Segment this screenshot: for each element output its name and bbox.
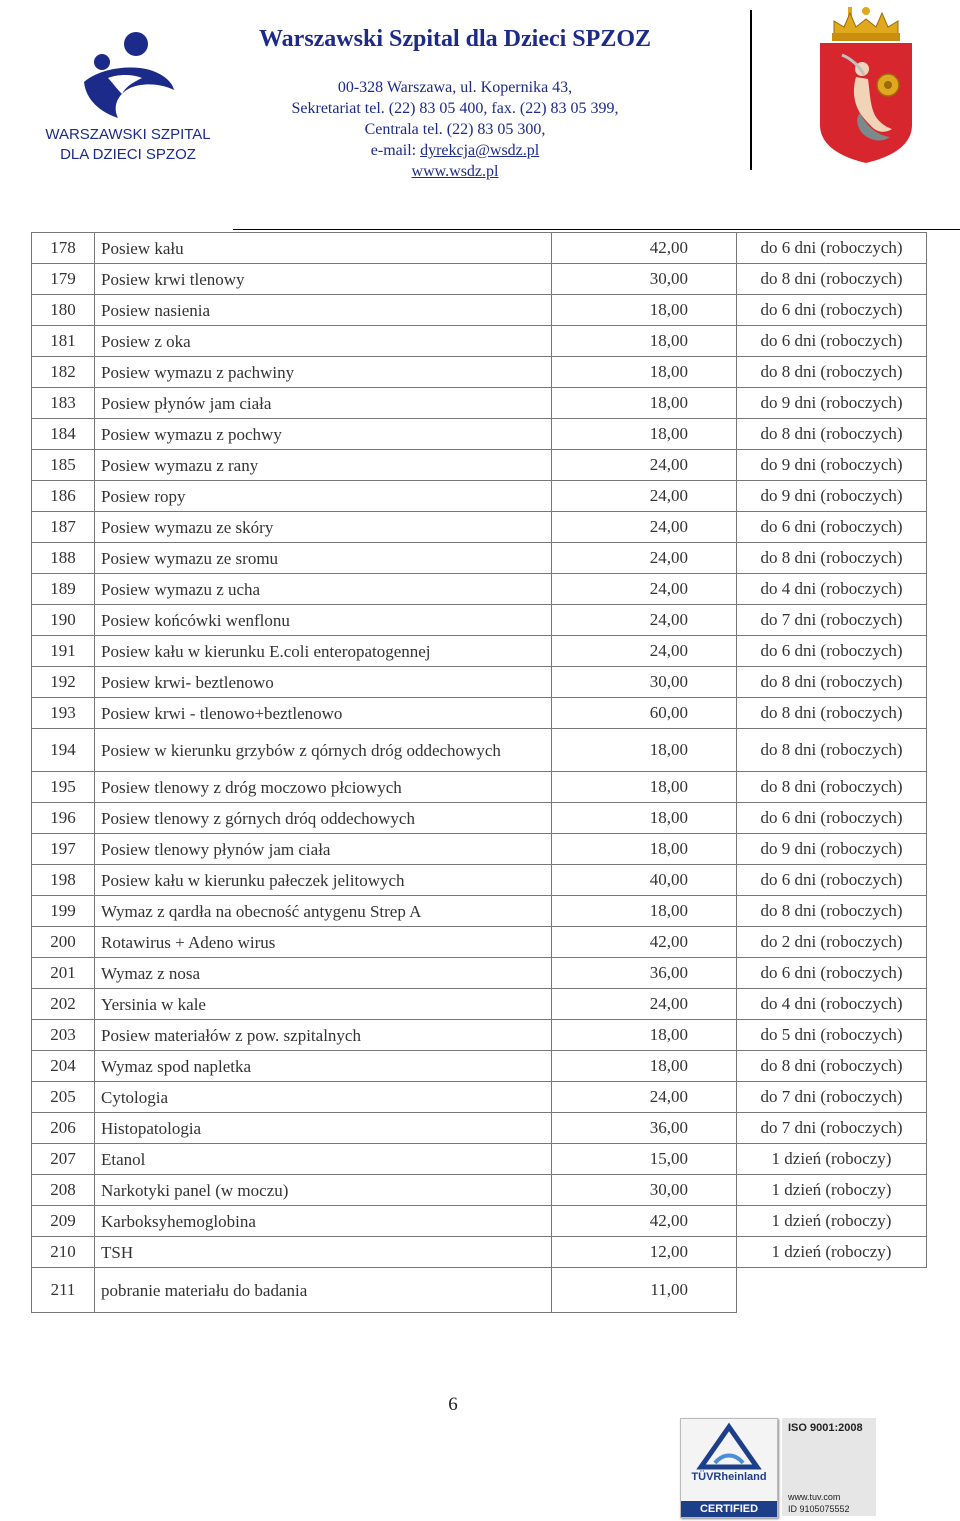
test-price: 24,00 (552, 481, 737, 512)
table-row (32, 1206, 927, 1237)
table-row (32, 1051, 927, 1082)
test-price: 18,00 (552, 834, 737, 865)
row-number: 203 (32, 1020, 95, 1051)
test-price: 18,00 (552, 896, 737, 927)
turnaround-time: do 8 dni (roboczych) (737, 543, 927, 574)
price-list-body (32, 233, 927, 1313)
test-name: pobranie materiału do badania (95, 1268, 552, 1313)
row-number: 190 (32, 605, 95, 636)
turnaround-time: 1 dzień (roboczy) (737, 1175, 927, 1206)
test-name: Etanol (95, 1144, 552, 1175)
table-row (32, 927, 927, 958)
row-number: 207 (32, 1144, 95, 1175)
test-name: Posiew ropy (95, 481, 552, 512)
test-name: Posiew krwi - tlenowo+beztlenowo (95, 698, 552, 729)
table-row (32, 388, 927, 419)
test-name: Posiew wymazu ze sromu (95, 543, 552, 574)
row-number: 186 (32, 481, 95, 512)
turnaround-time: do 8 dni (roboczych) (737, 667, 927, 698)
row-number: 187 (32, 512, 95, 543)
row-number: 197 (32, 834, 95, 865)
turnaround-time: do 6 dni (roboczych) (737, 512, 927, 543)
test-name: Wymaz spod napletka (95, 1051, 552, 1082)
turnaround-time (737, 1268, 927, 1313)
turnaround-time: do 6 dni (roboczych) (737, 958, 927, 989)
turnaround-time: do 6 dni (roboczych) (737, 636, 927, 667)
test-price: 30,00 (552, 264, 737, 295)
central-contact: Centrala tel. (22) 83 05 300, (364, 121, 546, 138)
certified-label: CERTIFIED (681, 1501, 777, 1517)
test-name: Posiew w kierunku grzybów z qórnych dróg oddechowych (95, 729, 552, 772)
table-row (32, 865, 927, 896)
tuv-website: www.tuv.com (788, 1492, 841, 1502)
row-number: 199 (32, 896, 95, 927)
test-name: TSH (95, 1237, 552, 1268)
test-name: Posiew tlenowy z górnych dróq oddechowych (95, 803, 552, 834)
row-number: 211 (32, 1268, 95, 1313)
table-row (32, 1175, 927, 1206)
hospital-address: 00-328 Warszawa, ul. Kopernika 43, (337, 79, 573, 96)
row-number: 181 (32, 326, 95, 357)
row-number: 196 (32, 803, 95, 834)
turnaround-time: 1 dzień (roboczy) (737, 1237, 927, 1268)
table-row (32, 295, 927, 326)
turnaround-time: do 9 dni (roboczych) (737, 834, 927, 865)
table-row (32, 803, 927, 834)
page-number: 6 (448, 1394, 458, 1415)
row-number: 209 (32, 1206, 95, 1237)
row-number: 200 (32, 927, 95, 958)
row-number: 188 (32, 543, 95, 574)
table-row (32, 667, 927, 698)
turnaround-time: do 6 dni (roboczych) (737, 326, 927, 357)
test-price: 12,00 (552, 1237, 737, 1268)
turnaround-time: do 5 dni (roboczych) (737, 1020, 927, 1051)
table-row (32, 357, 927, 388)
iso-standard: ISO 9001:2008 (788, 1422, 863, 1434)
secretariat-contact: Sekretariat tel. (22) 83 05 400, fax. (22) 83 05 399, (291, 100, 619, 117)
hospital-logo (28, 30, 228, 165)
certificate-id: ID 9105075552 (788, 1504, 850, 1514)
test-price: 40,00 (552, 865, 737, 896)
test-name: Cytologia (95, 1082, 552, 1113)
table-row (32, 1113, 927, 1144)
row-number: 184 (32, 419, 95, 450)
test-price: 18,00 (552, 729, 737, 772)
test-price: 11,00 (552, 1268, 737, 1313)
table-row (32, 772, 927, 803)
logo-text-line2: DLA DZIECI SPZOZ (60, 146, 196, 163)
row-number: 194 (32, 729, 95, 772)
test-price: 18,00 (552, 388, 737, 419)
turnaround-time: do 8 dni (roboczych) (737, 264, 927, 295)
table-row (32, 834, 927, 865)
test-price: 18,00 (552, 803, 737, 834)
table-row (32, 450, 927, 481)
hospital-title: Warszawski Szpital dla Dzieci SPZOZ (258, 26, 651, 52)
test-name: Wymaz z nosa (95, 958, 552, 989)
row-number: 204 (32, 1051, 95, 1082)
turnaround-time: do 7 dni (roboczych) (737, 1082, 927, 1113)
test-name: Posiew płynów jam ciała (95, 388, 552, 419)
test-price: 24,00 (552, 636, 737, 667)
row-number: 182 (32, 357, 95, 388)
table-row (32, 605, 927, 636)
tuv-certificate-badge (680, 1418, 876, 1518)
test-price: 42,00 (552, 233, 737, 264)
test-price: 18,00 (552, 1051, 737, 1082)
test-price: 18,00 (552, 326, 737, 357)
table-row (32, 729, 927, 772)
table-row (32, 989, 927, 1020)
row-number: 185 (32, 450, 95, 481)
row-number: 206 (32, 1113, 95, 1144)
table-row (32, 1082, 927, 1113)
header-vertical-divider (750, 10, 752, 170)
turnaround-time: do 4 dni (roboczych) (737, 989, 927, 1020)
turnaround-time: do 6 dni (roboczych) (737, 865, 927, 896)
price-list-table (31, 232, 927, 1313)
test-name: Posiew krwi- beztlenowo (95, 667, 552, 698)
test-price: 24,00 (552, 574, 737, 605)
test-price: 24,00 (552, 605, 737, 636)
test-price: 18,00 (552, 295, 737, 326)
turnaround-time: do 9 dni (roboczych) (737, 481, 927, 512)
test-price: 60,00 (552, 698, 737, 729)
website-link[interactable]: www.wsdz.pl (411, 163, 499, 180)
test-name: Posiew kału w kierunku E.coli enteropatogennej (95, 636, 552, 667)
test-name: Posiew końcówki wenflonu (95, 605, 552, 636)
test-name: Narkotyki panel (w moczu) (95, 1175, 552, 1206)
email-line (230, 141, 680, 161)
table-row (32, 481, 927, 512)
table-row (32, 326, 927, 357)
table-row (32, 958, 927, 989)
table-row (32, 1144, 927, 1175)
turnaround-time: do 8 dni (roboczych) (737, 772, 927, 803)
turnaround-time: do 8 dni (roboczych) (737, 357, 927, 388)
table-row (32, 264, 927, 295)
table-row (32, 698, 927, 729)
test-name: Posiew wymazu z pachwiny (95, 357, 552, 388)
logo-text-line1: WARSZAWSKI SZPITAL (45, 126, 211, 143)
row-number: 202 (32, 989, 95, 1020)
test-name: Posiew krwi tlenowy (95, 264, 552, 295)
test-name: Posiew kału w kierunku pałeczek jelitowych (95, 865, 552, 896)
turnaround-time: 1 dzień (roboczy) (737, 1144, 927, 1175)
tuv-logo-tile (680, 1418, 778, 1518)
warsaw-coat-of-arms-icon (812, 5, 918, 165)
table-row (32, 636, 927, 667)
test-price: 24,00 (552, 1082, 737, 1113)
row-number: 178 (32, 233, 95, 264)
website-line (230, 162, 680, 182)
email-prefix: e-mail: (370, 142, 421, 159)
test-name: Histopatologia (95, 1113, 552, 1144)
test-price: 18,00 (552, 1020, 737, 1051)
test-price: 30,00 (552, 1175, 737, 1206)
turnaround-time: do 6 dni (roboczych) (737, 233, 927, 264)
row-number: 205 (32, 1082, 95, 1113)
test-name: Posiew kału (95, 233, 552, 264)
turnaround-time: do 8 dni (roboczych) (737, 896, 927, 927)
table-row (32, 1268, 927, 1313)
email-link[interactable]: dyrekcja@wsdz.pl (420, 142, 540, 159)
test-price: 24,00 (552, 543, 737, 574)
row-number: 195 (32, 772, 95, 803)
turnaround-time: do 8 dni (roboczych) (737, 419, 927, 450)
row-number: 210 (32, 1237, 95, 1268)
hospital-logo-icon (78, 30, 178, 120)
test-price: 18,00 (552, 772, 737, 803)
table-row (32, 233, 927, 264)
test-price: 24,00 (552, 512, 737, 543)
test-name: Posiew wymazu ze skóry (95, 512, 552, 543)
turnaround-time: do 2 dni (roboczych) (737, 927, 927, 958)
row-number: 180 (32, 295, 95, 326)
iso-info-panel (782, 1418, 876, 1516)
row-number: 208 (32, 1175, 95, 1206)
row-number: 179 (32, 264, 95, 295)
test-name: Posiew tlenowy płynów jam ciała (95, 834, 552, 865)
table-row (32, 419, 927, 450)
test-price: 24,00 (552, 450, 737, 481)
turnaround-time: do 9 dni (roboczych) (737, 388, 927, 419)
test-price: 42,00 (552, 1206, 737, 1237)
row-number: 201 (32, 958, 95, 989)
test-price: 42,00 (552, 927, 737, 958)
table-row (32, 543, 927, 574)
tuv-brand: TÜVRheinland (691, 1471, 767, 1483)
turnaround-time: do 8 dni (roboczych) (737, 1051, 927, 1082)
test-price: 18,00 (552, 419, 737, 450)
row-number: 198 (32, 865, 95, 896)
turnaround-time: do 8 dni (roboczych) (737, 729, 927, 772)
test-name: Posiew tlenowy z dróg moczowo płciowych (95, 772, 552, 803)
test-name: Wymaz z qardła na obecność antygenu Strep A (95, 896, 552, 927)
test-name: Rotawirus + Adeno wirus (95, 927, 552, 958)
test-price: 36,00 (552, 1113, 737, 1144)
turnaround-time: do 9 dni (roboczych) (737, 450, 927, 481)
test-price: 24,00 (552, 989, 737, 1020)
test-name: Karboksyhemoglobina (95, 1206, 552, 1237)
turnaround-time: 1 dzień (roboczy) (737, 1206, 927, 1237)
turnaround-time: do 6 dni (roboczych) (737, 803, 927, 834)
table-row (32, 1020, 927, 1051)
test-price: 30,00 (552, 667, 737, 698)
test-price: 15,00 (552, 1144, 737, 1175)
header-horizontal-rule (233, 229, 960, 230)
row-number: 189 (32, 574, 95, 605)
test-price: 18,00 (552, 357, 737, 388)
table-row (32, 574, 927, 605)
row-number: 192 (32, 667, 95, 698)
test-name: Posiew wymazu z pochwy (95, 419, 552, 450)
table-row (32, 896, 927, 927)
row-number: 193 (32, 698, 95, 729)
table-row (32, 1237, 927, 1268)
test-name: Posiew nasienia (95, 295, 552, 326)
test-name: Yersinia w kale (95, 989, 552, 1020)
turnaround-time: do 4 dni (roboczych) (737, 574, 927, 605)
test-name: Posiew z oka (95, 326, 552, 357)
test-price: 36,00 (552, 958, 737, 989)
row-number: 191 (32, 636, 95, 667)
test-name: Posiew wymazu z rany (95, 450, 552, 481)
table-row (32, 512, 927, 543)
row-number: 183 (32, 388, 95, 419)
tuv-triangle-icon (681, 1419, 777, 1475)
turnaround-time: do 7 dni (roboczych) (737, 605, 927, 636)
turnaround-time: do 6 dni (roboczych) (737, 295, 927, 326)
turnaround-time: do 8 dni (roboczych) (737, 698, 927, 729)
test-name: Posiew wymazu z ucha (95, 574, 552, 605)
test-name: Posiew materiałów z pow. szpitalnych (95, 1020, 552, 1051)
turnaround-time: do 7 dni (roboczych) (737, 1113, 927, 1144)
